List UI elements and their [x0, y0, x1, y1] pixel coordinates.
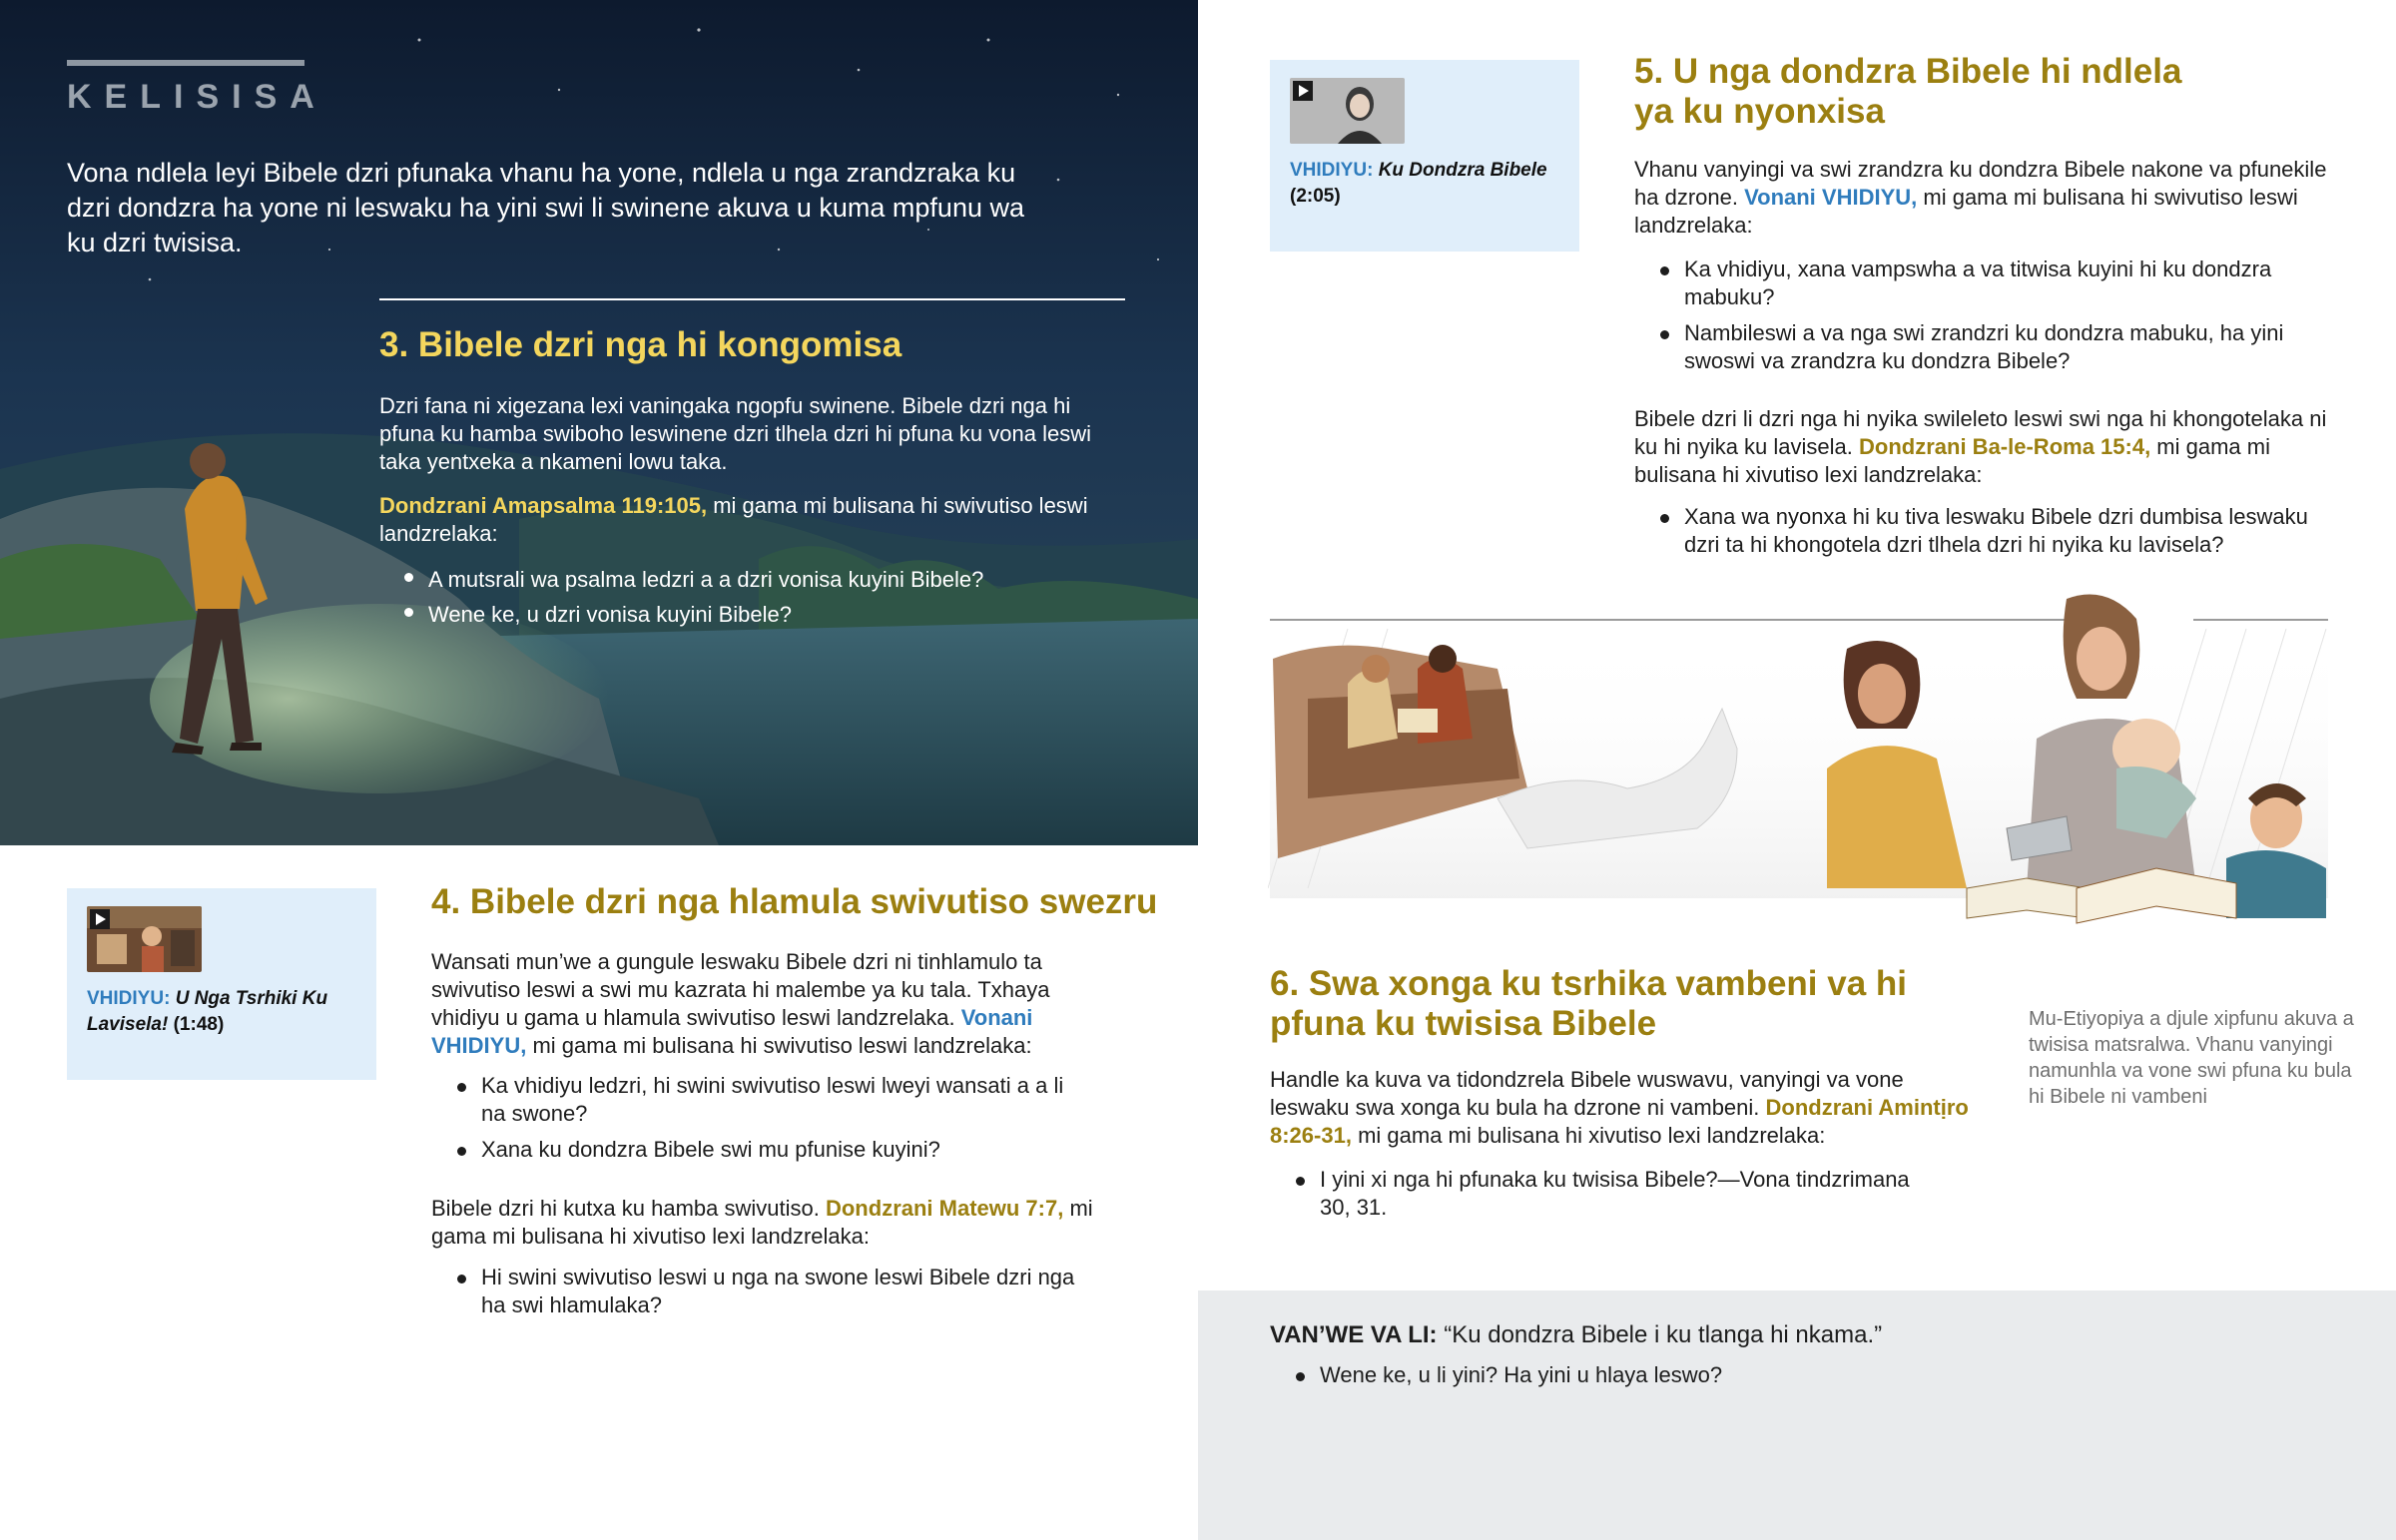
some-people-say-quote	[1270, 1319, 2268, 1351]
video-duration: (1:48)	[173, 1014, 225, 1035]
body-text: Handle ka kuva va tidondzrela Bibele wuswavu, vanyingi va vone leswaku swa xonga ku bula ha dzrone ni vambeni.	[1270, 1067, 1904, 1120]
instruction-text: mi gama mi bulisana hi xivutiso lexi landzrelaka:	[1634, 434, 2270, 487]
section-3-body: Dzri fana ni xigezana lexi vaningaka ngopfu swinene. Bibele dzri nga hi pfuna ku hamba swiboho leswinene dzri tlhela dzri hi pfuna ku vona leswi taka yentxeka a nkameni lowu taka.	[379, 393, 1091, 474]
section-divider	[379, 298, 1125, 300]
video-caption	[87, 986, 366, 1038]
video-caption	[1290, 158, 1569, 210]
section-6-body	[1270, 1066, 1969, 1150]
section-4-body-2	[431, 1195, 1120, 1251]
video-label: VHIDIYU:	[87, 988, 171, 1009]
section-5-questions-2	[1657, 503, 2336, 559]
question-item: Ka vhidiyu ledzri, hi swini swivutiso leswi lweyi wansati a a li na swone?	[454, 1072, 1093, 1128]
bible-study-illustration	[1268, 589, 2346, 988]
question-item: Nambileswi a va nga swi zrandzri ku dondzra mabuku, ha yini swoswi va zrandzra ku dondzra Bibele?	[1657, 319, 2336, 375]
video-title[interactable]: U Nga Tsrhiki Ku Lavisela!	[87, 988, 328, 1035]
quote-text: “Ku dondzra Bibele i ku tlanga hi nkama.”	[1437, 1321, 1883, 1348]
kelisisa-heading: KELISISA	[67, 78, 327, 116]
section-5-body	[1634, 156, 2333, 240]
question-item: A mutsrali wa psalma ledzri a a dzri vonisa kuyini Bibele?	[401, 562, 1100, 597]
video-label: VHIDIYU:	[1290, 160, 1374, 181]
section-6-title: 6. Swa xonga ku tsrhika vambeni va hi pfuna ku twisisa Bibele	[1270, 964, 1908, 1043]
video-box-lavisela[interactable]	[67, 888, 376, 1080]
body-text: Bibele dzri hi kutxa ku hamba swivutiso.	[431, 1196, 820, 1221]
illustration-caption: Mu-Etiyopiya a djule xipfunu akuva a twisisa matsralwa. Vhanu vanyingi namunhla va vone swi pfuna ku bula hi Bibele ni vambeni	[2029, 1008, 2354, 1108]
section-3-title: 3. Bibele dzri nga hi kongomisa	[379, 325, 902, 364]
video-link[interactable]: Vonani VHIDIYU,	[431, 1005, 1033, 1058]
body-text: Wansati mun’we a gungule leswaku Bibele dzri ni tinhlamulo ta swivutiso leswi a swi mu kazrata hi malembe ya ku tala. Txhaya vhidiyu u gama u hlamula swivutiso leswi landzrelaka.	[431, 949, 1050, 1030]
video-thumbnail[interactable]	[1290, 78, 1405, 144]
question-item: Ka vhidiyu, xana vampswha a va titwisa kuyini hi ku dondzra mabuku?	[1657, 256, 2336, 311]
question-item: Hi swini swivutiso leswi u nga na swone leswi Bibele dzri nga ha swi hlamulaka?	[454, 1264, 1093, 1319]
section-5-questions	[1657, 256, 2336, 383]
question-item: I yini xi nga hi pfunaka ku twisisa Bibele?—Vona tindzrimana 30, 31.	[1293, 1166, 1932, 1222]
section-4-title: 4. Bibele dzri nga hlamula swivutiso swezru	[431, 882, 1158, 921]
video-thumbnail[interactable]	[87, 906, 202, 972]
section-6-questions	[1293, 1166, 1932, 1222]
instruction-text: mi gama mi bulisana hi xivutiso lexi landzrelaka:	[1351, 1123, 1826, 1148]
instruction-text: mi gama mi bulisana hi swivutiso leswi landzrelaka:	[526, 1033, 1032, 1058]
video-box-dondzra-bibele[interactable]	[1270, 60, 1579, 252]
instruction-text: mi gama mi bulisana hi xivutiso lexi landzrelaka:	[431, 1196, 1093, 1249]
play-icon[interactable]	[1293, 81, 1313, 101]
video-link[interactable]: Vonani VHIDIYU,	[1744, 185, 1918, 210]
instruction-text: mi gama mi bulisana hi swivutiso leswi landzrelaka:	[1634, 185, 2298, 238]
section-4-questions	[454, 1072, 1093, 1172]
section-3-instruction	[379, 492, 1118, 548]
scripture-reference[interactable]: Dondzrani Amapsalma 119:105,	[379, 493, 708, 518]
question-item: Xana ku dondzra Bibele swi mu pfunise kuyini?	[454, 1136, 1093, 1164]
scripture-reference[interactable]: Dondzrani Ba-le-Roma 15:4,	[1859, 434, 2151, 459]
video-title[interactable]: Ku Dondzra Bibele	[1378, 160, 1547, 181]
question-item: Xana wa nyonxa hi ku tiva leswaku Bibele dzri dumbisa leswaku dzri ta hi khongotela dzri tlhela dzri hi nyika ku lavisela?	[1657, 503, 2336, 559]
body-text: Vhanu vanyingi va swi zrandzra ku dondzra Bibele nakone va pfunekile ha dzrone.	[1634, 157, 2327, 210]
scripture-reference[interactable]: Dondzrani Amintịro 8:26-31,	[1270, 1095, 1969, 1148]
section-5-body-2	[1634, 405, 2333, 489]
question-item: Wene ke, u li yini? Ha yini u hlaya leswo?	[1293, 1361, 2191, 1389]
section-3-questions	[401, 562, 1100, 632]
intro-text: Vona ndlela leyi Bibele dzri pfunaka vhanu ha yone, ndlela u nga zrandzraka ku dzri dondzra ha yone ni leswaku ha yini swi li swinene akuva u kuma mpfunu wa ku dzri twisisa.	[67, 158, 1025, 257]
section-4-body	[431, 948, 1120, 1060]
body-text: Bibele dzri li dzri nga hi nyika swileleto leswi swi nga hi khongotelaka ni ku hi nyika ku lavisela.	[1634, 406, 2327, 459]
question-item: Wene ke, u dzri vonisa kuyini Bibele?	[401, 597, 1100, 632]
kelisisa-rule	[67, 60, 304, 66]
some-people-say-label: VAN’WE VA LI:	[1270, 1321, 1438, 1348]
section-4-questions-2	[454, 1264, 1093, 1319]
instruction-text: mi gama mi bulisana hi swivutiso leswi landzrelaka:	[379, 493, 1088, 546]
some-people-say-questions	[1293, 1361, 2191, 1389]
video-duration: (2:05)	[1290, 186, 1341, 207]
play-icon[interactable]	[90, 909, 110, 929]
scripture-reference[interactable]: Dondzrani Matewu 7:7,	[825, 1196, 1064, 1221]
section-5-title: 5. U nga dondzra Bibele hi ndlela ya ku nyonxisa	[1634, 52, 2182, 131]
